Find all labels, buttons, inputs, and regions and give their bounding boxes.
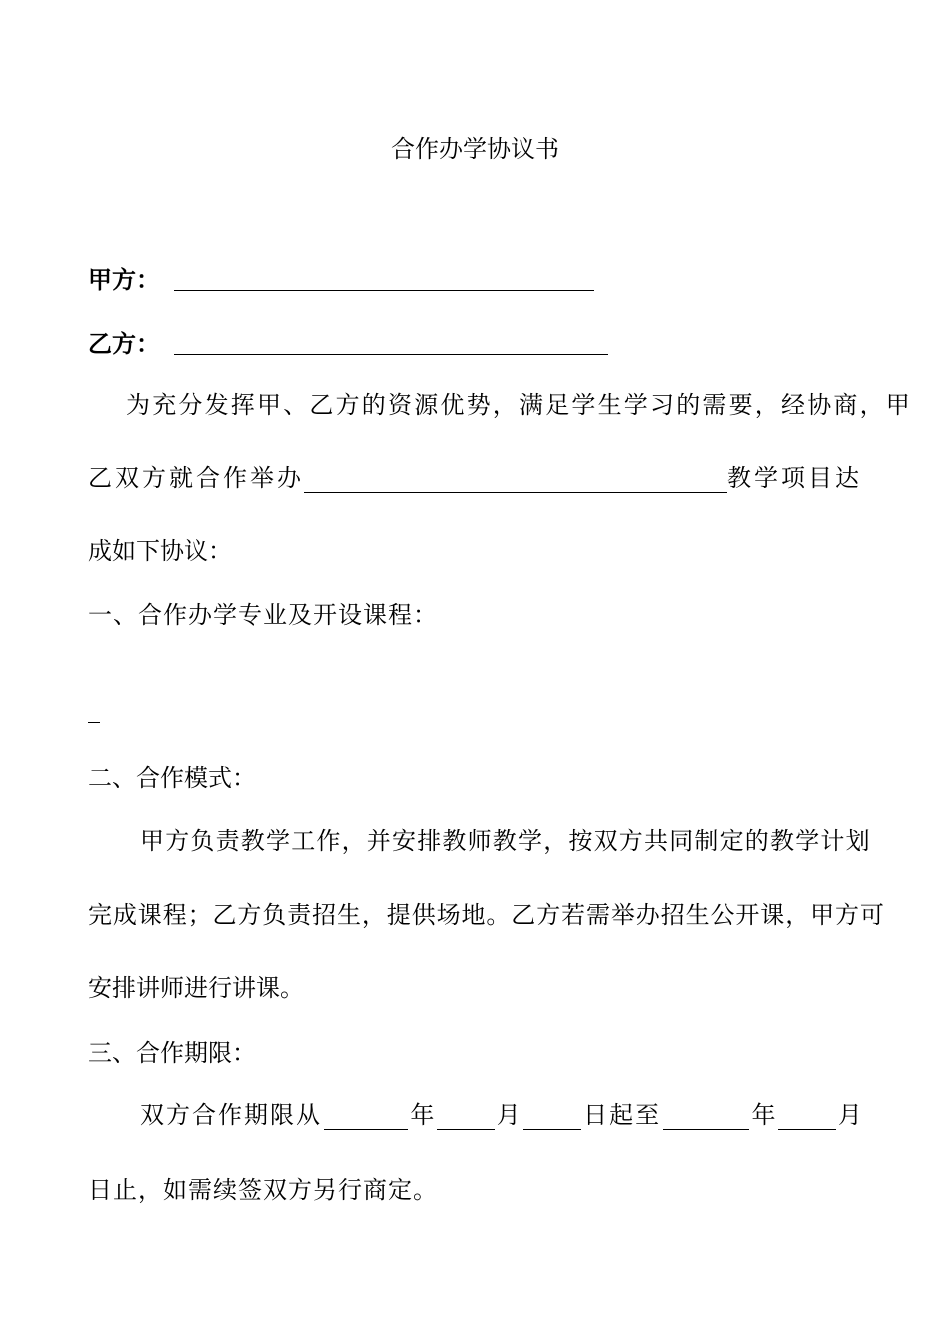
- start-day-blank: [523, 1103, 581, 1130]
- section-2-line-1: [140, 826, 871, 856]
- party-b-blank: [174, 328, 608, 355]
- end-month-blank: [778, 1103, 836, 1130]
- intro-line-2-pre: 乙双方就合作举办: [88, 464, 304, 492]
- section-2-heading: 二、合作模式：: [88, 764, 256, 792]
- document-title: 合作办学协议书: [391, 135, 559, 163]
- project-name-blank: [304, 466, 727, 493]
- intro-line-1-text: 为充分发挥甲、乙方的资源优势，满足学生学习的需要，经协商，甲: [126, 391, 912, 419]
- term-line-2: 日止，如需续签双方另行商定。: [88, 1176, 438, 1204]
- end-year-label: 年: [751, 1101, 776, 1129]
- start-year-label: 年: [410, 1101, 435, 1129]
- term-to-label: 日起至: [583, 1101, 662, 1129]
- party-a-label: 甲方：: [88, 265, 160, 294]
- term-line-1: [140, 1100, 862, 1130]
- section-1-heading: 一、合作办学专业及开设课程：: [88, 601, 438, 629]
- party-b-row: [88, 328, 608, 359]
- section-1-blank: [88, 722, 100, 723]
- section-3-heading: 三、合作期限：: [88, 1039, 256, 1067]
- intro-line-1: [126, 390, 912, 420]
- party-b-label: 乙方：: [88, 329, 160, 358]
- section-2-line-2: [88, 900, 885, 930]
- party-a-row: [88, 264, 594, 295]
- party-a-blank: [174, 264, 594, 291]
- start-month-blank: [437, 1103, 495, 1130]
- end-month-label: 月: [837, 1101, 862, 1129]
- section-2-line-2-text: 完成课程；乙方负责招生，提供场地。乙方若需举办招生公开课，甲方可: [88, 901, 885, 929]
- end-year-blank: [663, 1103, 749, 1130]
- intro-line-2: [88, 463, 862, 493]
- intro-line-3: 成如下协议：: [88, 537, 232, 565]
- start-month-label: 月: [496, 1101, 521, 1129]
- intro-line-2-post: 教学项目达: [727, 464, 862, 492]
- section-2-line-1-text: 甲方负责教学工作，并安排教师教学，按双方共同制定的教学计划: [140, 827, 871, 855]
- term-from-label: 双方合作期限从: [140, 1101, 322, 1129]
- start-year-blank: [324, 1103, 408, 1130]
- section-2-line-3: 安排讲师进行讲课。: [88, 974, 304, 1002]
